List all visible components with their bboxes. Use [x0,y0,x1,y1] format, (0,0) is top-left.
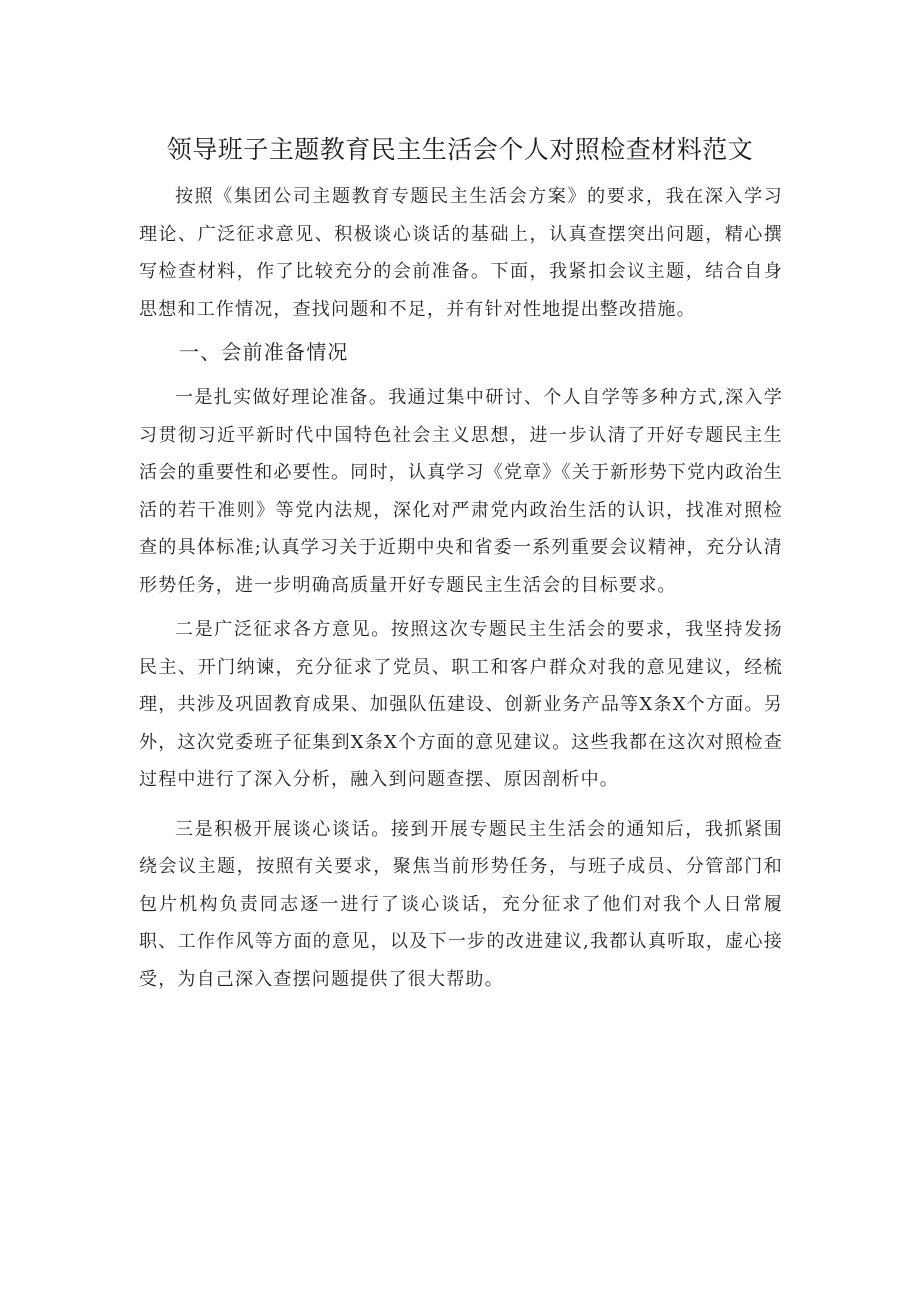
paragraph-heart-to-heart-talks: 三是积极开展谈心谈话。接到开展专题民主生活会的通知后，我抓紧围绕会议主题，按照有关要求，聚焦当前形势任务，与班子成员、分管部门和包片机构负责同志逐一进行了谈心谈话，充分征求了他们对我个人日常履职、工作作风等方面的意见，以及下一步的改进建议,我都认真听取，虚心接受，为自己深入查摆问题提供了很大帮助。 [139,818,783,990]
paragraph-theory-preparation: 一是扎实做好理论准备。我通过集中研讨、个人自学等多种方式,深入学习贯彻习近平新时代中国特色社会主义思想，进一步认清了开好专题民主生活会的重要性和必要性。同时，认真学习《党章》《关于新形势下党内政治生活的若干准则》等党内法规，深化对严肃党内政治生活的认识，找准对照检查的具体标准;认真学习关于近期中央和省委一系列重要会议精神，充分认清形势任务，进一步明确高质量开好专题民主生活会的目标要求。 [139,387,783,596]
paragraph-solicit-opinions: 二是广泛征求各方意见。按照这次专题民主生活会的要求，我坚持发扬民主、开门纳谏，充分征求了党员、职工和客户群众对我的意见建议，经梳理，共涉及巩固教育成果、加强队伍建设、创新业务产品等X条X个方面。另外，这次党委班子征集到X条X个方面的意见建议。这些我都在这次对照检查过程中进行了深入分析，融入到问题查摆、原因剖析中。 [139,619,783,790]
document-body [139,178,783,998]
document-title: 领导班子主题教育民主生活会个人对照检查材料范文 [166,135,754,164]
section-heading: 一、会前准备情况 [179,340,349,364]
intro-paragraph: 按照《集团公司主题教育专题民主生活会方案》的要求，我在深入学习理论、广泛征求意见、积极谈心谈话的基础上，认真查摆突出问题，精心撰写检查材料，作了比较充分的会前准备。下面，我紧扣会议主题，结合自身思想和工作情况，查找问题和不足，并有针对性地提出整改措施。 [139,186,783,320]
